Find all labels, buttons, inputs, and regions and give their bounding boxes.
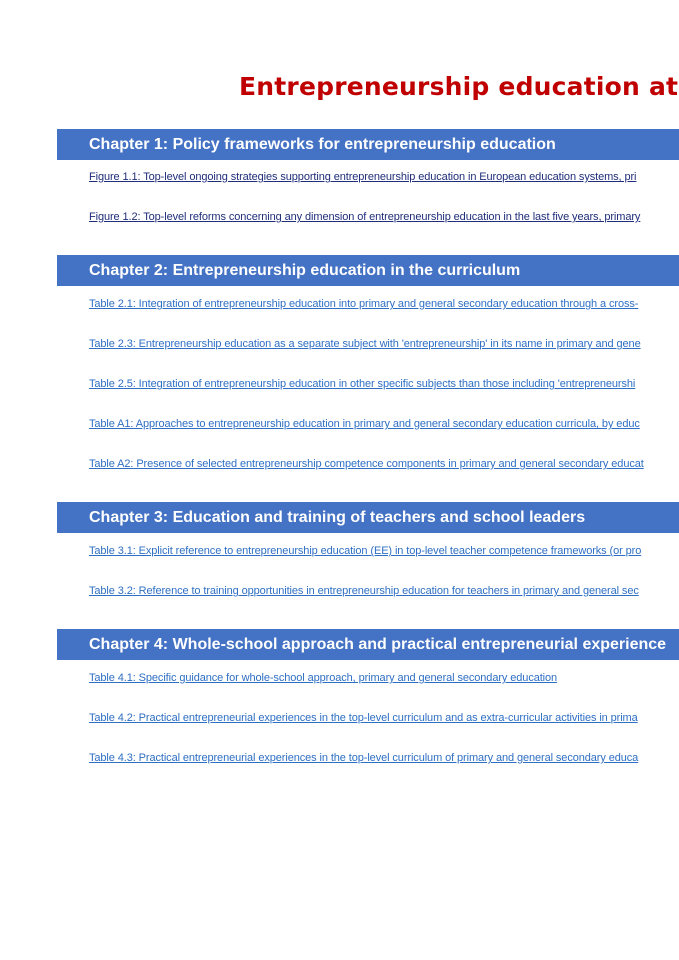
link-table-a1[interactable]: Table A1: Approaches to entrepreneurship education in primary and general secondary education curricula, by educ	[89, 418, 640, 430]
link-table-4-1[interactable]: Table 4.1: Specific guidance for whole-school approach, primary and general secondary education	[89, 672, 558, 684]
chapter-4-heading: Chapter 4: Whole-school approach and practical entrepreneurial experience	[89, 636, 667, 653]
link-table-4-2[interactable]: Table 4.2: Practical entrepreneurial experiences in the top-level curriculum and as extra-curricular activities in prima	[89, 712, 638, 724]
chapter-2-header	[57, 255, 679, 286]
link-table-3-1[interactable]: Table 3.1: Explicit reference to entrepreneurship education (EE) in top-level teacher competence frameworks (or pro	[89, 545, 642, 557]
chapter-3-header	[57, 502, 679, 533]
chapter-1-heading: Chapter 1: Policy frameworks for entrepreneurship education	[89, 136, 556, 153]
chapter-2-heading: Chapter 2: Entrepreneurship education in the curriculum	[89, 262, 521, 279]
chapter-1-header	[57, 129, 679, 160]
link-table-2-3[interactable]: Table 2.3: Entrepreneurship education as a separate subject with 'entrepreneurship' in its name in primary and gene	[89, 338, 641, 350]
link-table-2-5[interactable]: Table 2.5: Integration of entrepreneurship education in other specific subjects than those including 'entrepreneurshi	[89, 378, 636, 390]
chapter-3-heading: Chapter 3: Education and training of teachers and school leaders	[89, 509, 586, 526]
chapter-4-header	[57, 629, 679, 660]
link-table-3-2[interactable]: Table 3.2: Reference to training opportunities in entrepreneurship education for teachers in primary and general sec	[89, 585, 639, 597]
link-figure-1-1[interactable]: Figure 1.1: Top-level ongoing strategies supporting entrepreneurship education in European education systems, pri	[89, 171, 637, 183]
link-table-a2[interactable]: Table A2: Presence of selected entrepreneurship competence components in primary and general secondary educat	[89, 458, 644, 470]
link-table-4-3[interactable]: Table 4.3: Practical entrepreneurial experiences in the top-level curriculum of primary and general secondary educa	[89, 752, 639, 764]
link-figure-1-2[interactable]: Figure 1.2: Top-level reforms concerning any dimension of entrepreneurship education in the last five years, primary	[89, 211, 641, 223]
link-table-2-1[interactable]: Table 2.1: Integration of entrepreneurship education into primary and general secondary education through a cross-	[89, 298, 639, 310]
page-title: Entrepreneurship education at	[239, 72, 679, 101]
